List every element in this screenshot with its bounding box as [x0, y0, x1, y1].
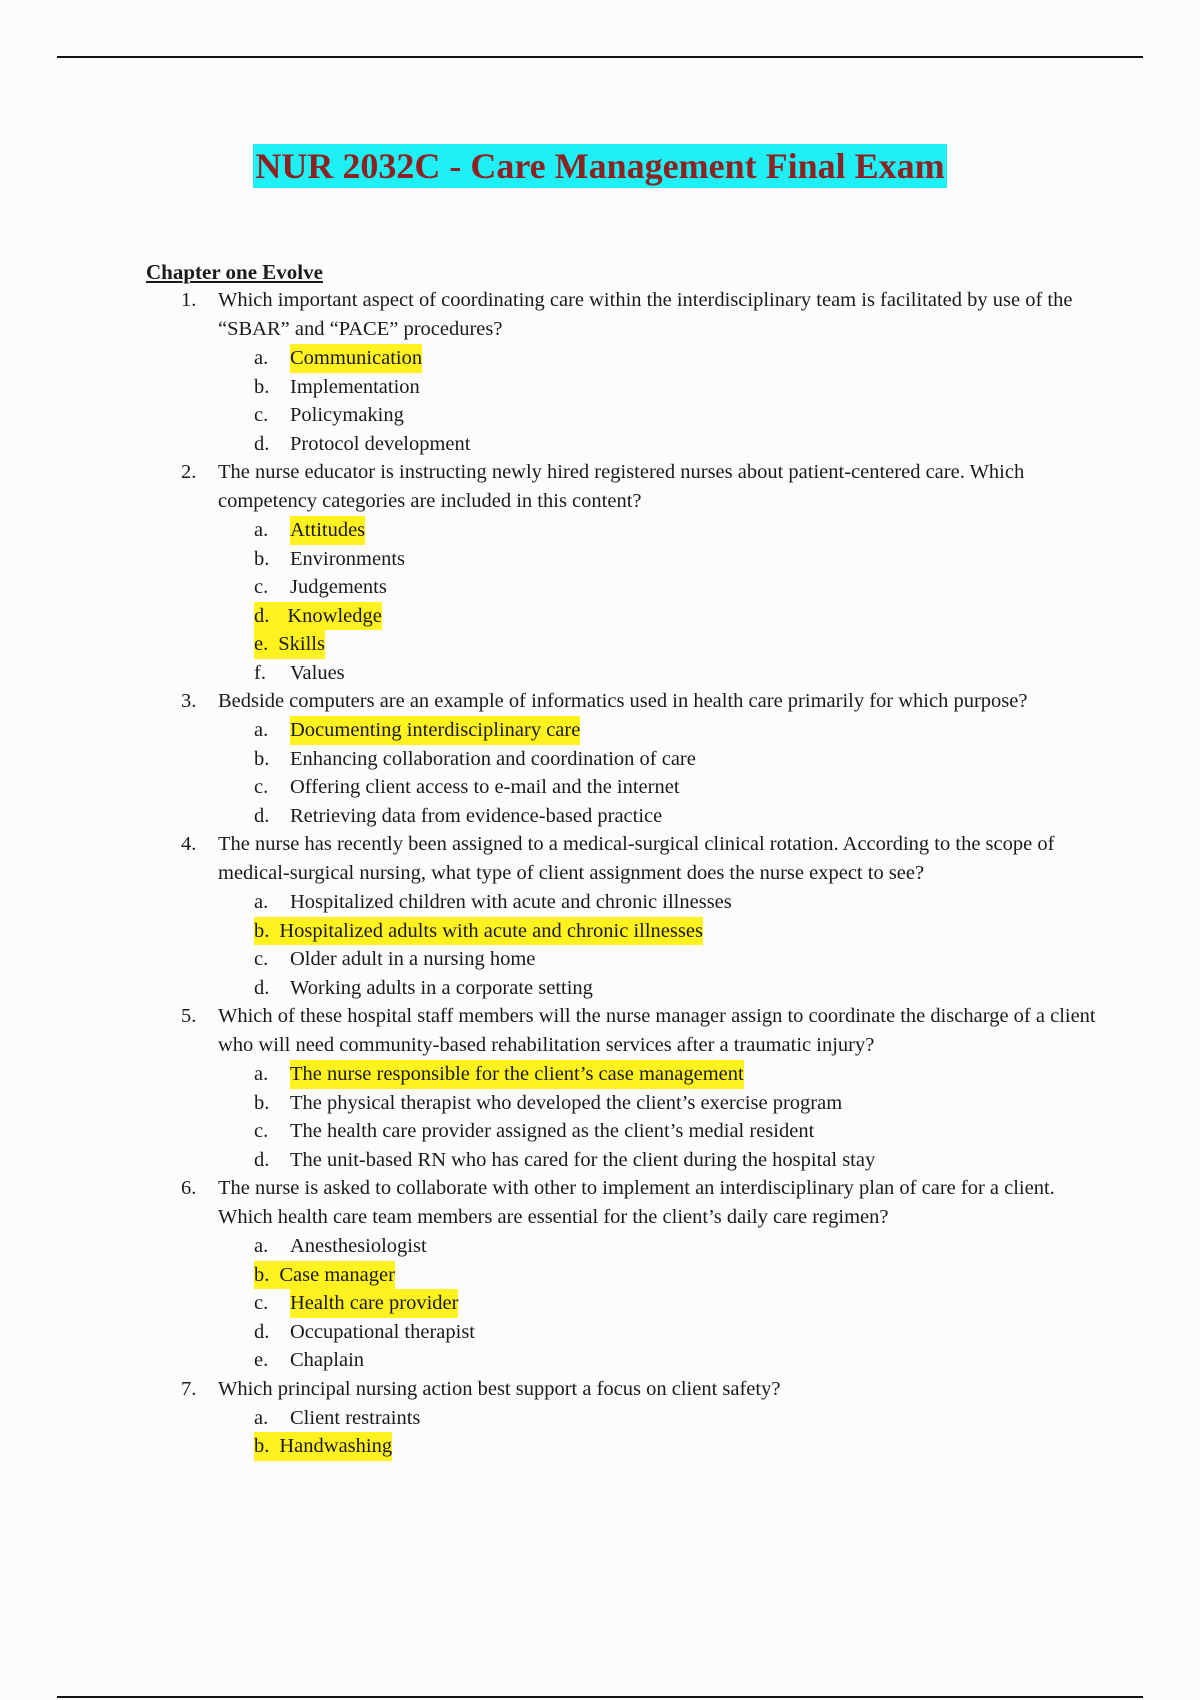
question-text: Bedside computers are an example of informatics used in health care primarily for which purpose?	[218, 690, 1028, 712]
answer-option	[0, 802, 1200, 831]
option-letter: c.	[254, 404, 269, 426]
option-letter: a.	[254, 1235, 269, 1257]
answer-option	[0, 974, 1200, 1003]
option-text: Hospitalized adults with acute and chronic illnesses	[279, 919, 703, 942]
answer-option	[0, 917, 1200, 946]
question-stem	[0, 687, 1200, 716]
question-number: 1.	[181, 289, 197, 311]
answer-option	[0, 545, 1200, 574]
top-rule	[57, 56, 1143, 58]
answer-option	[0, 1289, 1200, 1318]
highlighted-answer	[254, 602, 382, 631]
option-letter: c.	[254, 1292, 269, 1314]
option-letter: b.	[254, 1435, 270, 1457]
option-text: Enhancing collaboration and coordination of care	[290, 747, 696, 770]
question-stem	[0, 830, 1200, 888]
option-letter: e.	[254, 633, 269, 655]
question-item	[0, 687, 1200, 830]
option-letter: a.	[254, 347, 269, 369]
option-letter: f.	[254, 661, 266, 684]
option-text: Implementation	[290, 375, 420, 398]
option-letter: b.	[254, 1263, 270, 1286]
answer-option	[0, 1089, 1200, 1118]
answer-option	[0, 888, 1200, 917]
question-item	[0, 1002, 1200, 1174]
option-text: Handwashing	[279, 1435, 393, 1457]
option-text: Case manager	[279, 1263, 395, 1286]
option-letter: a.	[254, 891, 269, 913]
option-text: The unit-based RN who has cared for the client during the hospital stay	[290, 1148, 876, 1171]
question-item	[0, 830, 1200, 1002]
answer-option	[0, 1117, 1200, 1146]
question-text: The nurse has recently been assigned to a medical-surgical clinical rotation. According to the scope of medical-surgical nursing, what type of client assignment does the nurse expect to see?	[218, 833, 1055, 884]
option-letter: d.	[254, 804, 270, 827]
option-text: Retrieving data from evidence-based practice	[290, 804, 663, 827]
option-text: Environments	[290, 547, 406, 570]
answer-option	[0, 1232, 1200, 1261]
option-letter: b.	[254, 375, 270, 398]
option-text: Judgements	[290, 576, 387, 598]
option-letter: a.	[254, 719, 269, 741]
option-letter: d.	[254, 604, 270, 627]
answer-option	[0, 745, 1200, 774]
highlighted-answer	[254, 1261, 395, 1290]
option-text: The health care provider assigned as the client’s medial resident	[290, 1120, 815, 1142]
answer-option	[0, 659, 1200, 688]
answer-option	[0, 573, 1200, 602]
option-text: Occupational therapist	[290, 1320, 476, 1343]
option-letter: d.	[254, 1320, 270, 1343]
option-letter: b.	[254, 747, 270, 770]
option-letter: a.	[254, 519, 269, 541]
option-text: Values	[290, 661, 345, 684]
option-text: Policymaking	[290, 404, 404, 426]
answer-option	[0, 516, 1200, 545]
option-letter: d.	[254, 1148, 270, 1171]
option-letter: a.	[254, 1063, 269, 1085]
answer-option	[0, 773, 1200, 802]
document-title: NUR 2032C - Care Management Final Exam	[255, 146, 945, 186]
question-number: 4.	[181, 833, 197, 855]
highlighted-answer	[254, 917, 703, 946]
answer-option	[0, 630, 1200, 659]
option-letter: b.	[254, 547, 270, 570]
question-stem	[0, 1002, 1200, 1060]
option-text: Documenting interdisciplinary care	[290, 716, 580, 745]
option-text: Anesthesiologist	[290, 1235, 427, 1257]
question-stem	[0, 458, 1200, 516]
question-item	[0, 286, 1200, 458]
answer-option	[0, 1432, 1200, 1461]
highlighted-answer	[254, 1432, 392, 1461]
answer-option	[0, 373, 1200, 402]
option-text: Offering client access to e-mail and the internet	[290, 776, 680, 798]
question-number: 6.	[181, 1177, 197, 1199]
option-letter: c.	[254, 948, 269, 970]
answer-option	[0, 945, 1200, 974]
option-letter: a.	[254, 1406, 269, 1429]
question-item	[0, 1375, 1200, 1461]
title-container	[0, 144, 1200, 188]
option-letter: b.	[254, 919, 270, 942]
answer-option	[0, 1261, 1200, 1290]
question-number: 2.	[181, 461, 197, 483]
option-text: Client restraints	[290, 1406, 421, 1429]
answer-option	[0, 602, 1200, 631]
question-item	[0, 458, 1200, 687]
option-text: Health care provider	[290, 1289, 458, 1318]
option-text: Skills	[278, 633, 325, 655]
option-text: Protocol development	[290, 432, 471, 455]
question-stem	[0, 1375, 1200, 1404]
answer-option	[0, 1404, 1200, 1433]
question-text: Which important aspect of coordinating care within the interdisciplinary team is facilitated by use of the “SBAR” and “PACE” procedures?	[218, 289, 1073, 340]
answer-option	[0, 1318, 1200, 1347]
question-stem	[0, 286, 1200, 344]
option-text: Communication	[290, 344, 422, 373]
answer-option	[0, 401, 1200, 430]
question-item	[0, 1174, 1200, 1375]
answer-option	[0, 1146, 1200, 1175]
option-text: The nurse responsible for the client’s case management	[290, 1060, 744, 1089]
answer-option	[0, 1346, 1200, 1375]
question-text: Which principal nursing action best support a focus on client safety?	[218, 1377, 781, 1400]
answer-option	[0, 344, 1200, 373]
highlighted-answer	[254, 630, 325, 659]
option-text: Working adults in a corporate setting	[290, 976, 593, 999]
option-text: Hospitalized children with acute and chronic illnesses	[290, 891, 732, 913]
option-text: Attitudes	[290, 516, 365, 545]
option-letter: c.	[254, 1120, 269, 1142]
question-number: 5.	[181, 1005, 197, 1027]
option-letter: d.	[254, 976, 270, 999]
question-number: 7.	[181, 1377, 197, 1400]
option-letter: d.	[254, 432, 270, 455]
option-text: Chaplain	[290, 1349, 365, 1371]
option-letter: e.	[254, 1349, 269, 1371]
option-text: Older adult in a nursing home	[290, 948, 536, 970]
question-text: The nurse educator is instructing newly hired registered nurses about patient-centered care. Which competency categories are included in this content?	[218, 461, 1025, 512]
option-text: The physical therapist who developed the client’s exercise program	[290, 1091, 843, 1114]
question-number: 3.	[181, 690, 197, 712]
question-list	[0, 286, 1200, 1461]
option-text: Knowledge	[287, 604, 382, 627]
option-letter: c.	[254, 576, 269, 598]
answer-option	[0, 716, 1200, 745]
chapter-heading: Chapter one Evolve	[146, 260, 323, 284]
answer-option	[0, 1060, 1200, 1089]
question-text: Which of these hospital staff members will the nurse manager assign to coordinate the discharge of a client who will need community-based rehabilitation services after a traumatic injury?	[218, 1005, 1096, 1056]
option-letter: b.	[254, 1091, 270, 1114]
question-text: The nurse is asked to collaborate with other to implement an interdisciplinary plan of care for a client. Which health care team members are essential for the client’s daily care regimen?	[218, 1177, 1055, 1228]
bottom-rule	[57, 1696, 1143, 1698]
option-letter: c.	[254, 776, 269, 798]
answer-option	[0, 430, 1200, 459]
question-stem	[0, 1174, 1200, 1232]
